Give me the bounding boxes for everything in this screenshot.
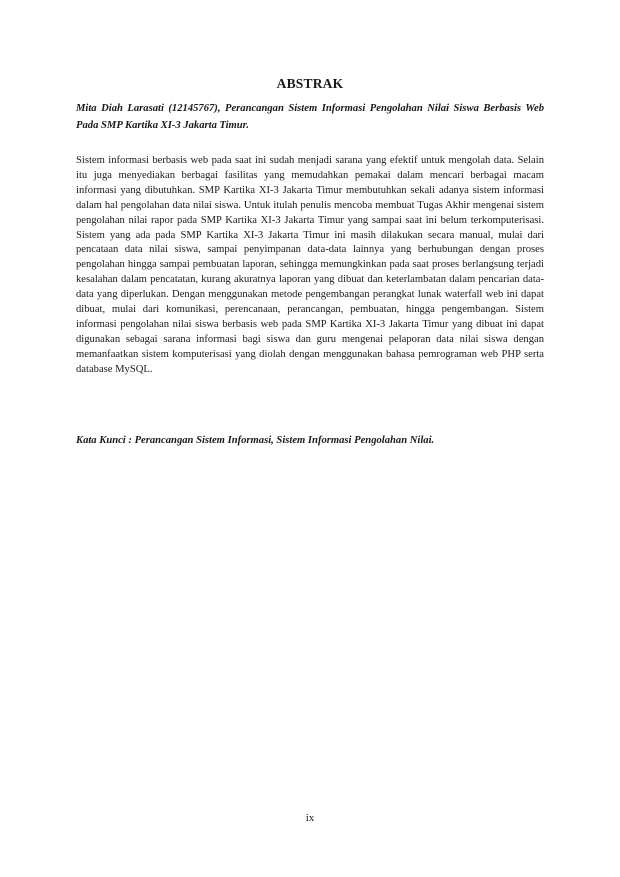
page-number: ix [305,812,315,824]
abstract-title: ABSTRAK [276,76,344,91]
author-title-heading: Mita Diah Larasati (12145767), Perancangan Sistem Informasi Pengolahan Nilai Siswa Berbasis Web Pada SMP Kartika XI-3 Jakarta Timur. [76,103,544,131]
keywords: Kata Kunci : Perancangan Sistem Informasi, Sistem Informasi Pengolahan Nilai. [76,435,435,446]
document-page [76,0,544,877]
abstract-body: Sistem informasi berbasis web pada saat ini sudah menjadi sarana yang efektif untuk mengolah data. Selain itu juga menyediakan berbagai fasilitas yang memudahkan pemakai dalam mencari berbagai macam informasi yang dibutuhkan. SMP Kartika XI-3 Jakarta Timur membutuhkan sekali adanya sistem informasi dalam hal pengolahan data nilai siswa. Untuk itulah penulis mencoba membuat Tugas Akhir mengenai sistem pengolahan nilai rapor pada SMP Kartika XI-3 Jakarta Timur yang sampai saat ini belum terkomputerisasi. Sistem yang ada pada SMP Kartika XI-3 Jakarta Timur ini masih dilakukan secara manual, mulai dari pencataan data nilai siswa, sampai penyimpanan data-data lainnya yang berhubungan dengan proses pengolahan hingga sampai pembuatan laporan, sehingga memungkinkan pada saat proses berlangsung terjadi kesalahan dalam pencatatan, kurang akuratnya laporan yang dibuat dan keterlambatan dalam pencarian data-data yang diperlukan. Dengan menggunakan metode pengembangan perangkat lunak waterfall web ini dapat dibuat, mulai dari komunikasi, perencanaan, perancangan, pembuatan, hingga pengembangan. Sistem informasi pengolahan nilai siswa berbasis web pada SMP Kartika XI-3 Jakarta Timur yang dibuat ini dapat digunakan sebagai sarana informasi bagi siswa dan guru mengenai pelaporan data nilai siswa dengan memanfaatkan sistem komputerisasi yang diolah dengan menggunakan bahasa pemrograman web PHP serta database MySQL. [76,155,544,375]
